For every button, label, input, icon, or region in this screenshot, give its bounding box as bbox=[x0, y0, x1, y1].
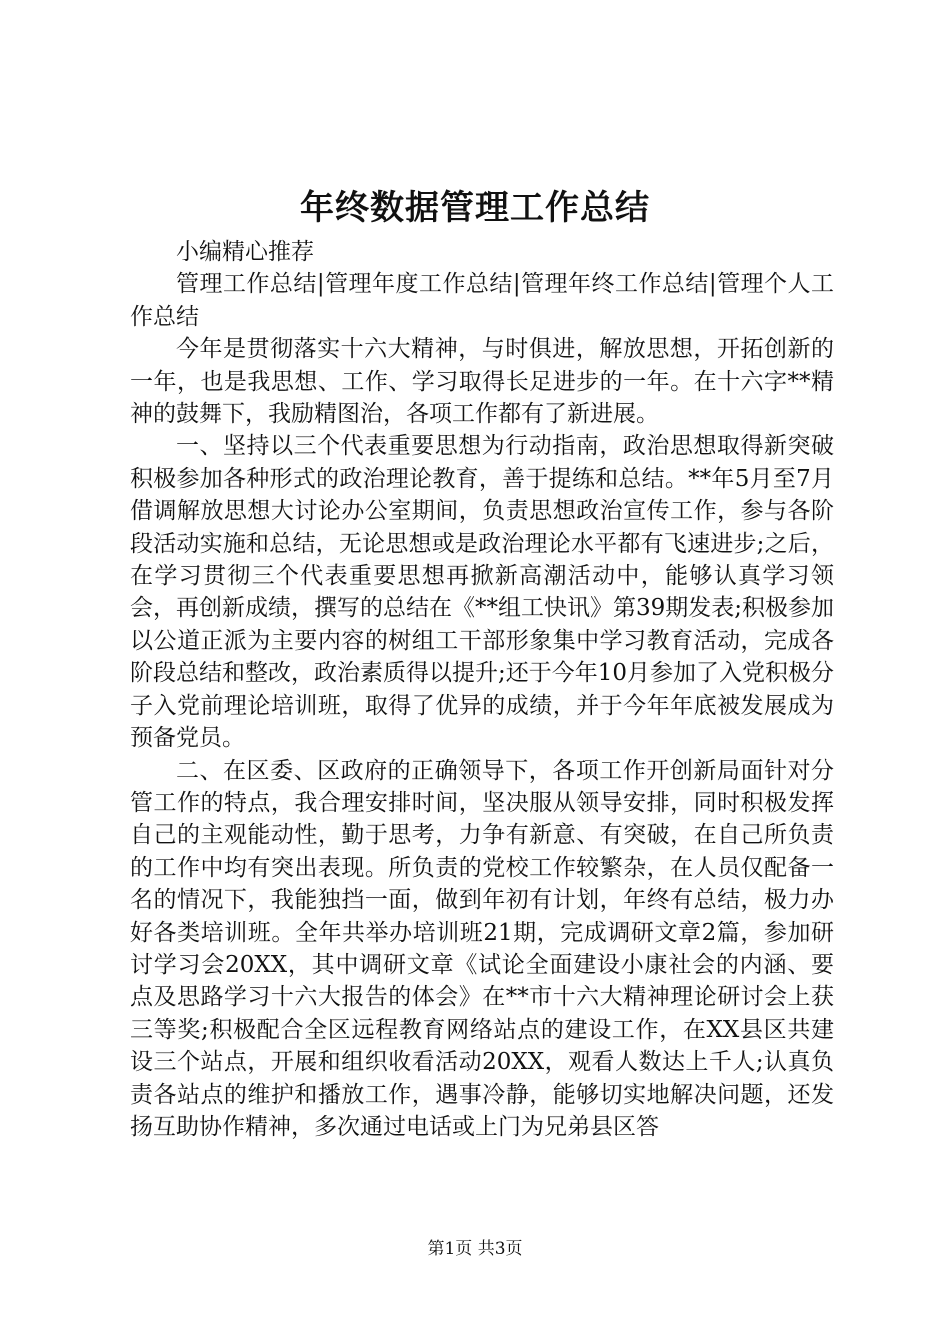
document-body bbox=[130, 236, 834, 1143]
intro-paragraph: 今年是贯彻落实十六大精神，与时俱进，解放思想，开拓创新的一年，也是我思想、工作、学习取得长足进步的一年。在十六字**精神的鼓舞下，我励精图治，各项工作都有了新进展。 bbox=[130, 336, 834, 428]
document-title: 年终数据管理工作总结 bbox=[300, 188, 650, 228]
section-two-paragraph: 二、在区委、区政府的正确领导下，各项工作开创新局面针对分管工作的特点，我合理安排时间，坚决服从领导安排，同时积极发挥自己的主观能动性，勤于思考，力争有新意、有突破，在自己所负责的工作中均有突出表现。所负责的党校工作较繁杂，在人员仅配备一名的情况下，我能独挡一面，做到年初有计划，年终有总结，极力办好各类培训班。全年共举办培训班21期，完成调研文章2篇，参加研讨学习会20XX，其中调研文章《试论全面建设小康社会的内涵、要点及思路学习十六大报告的体会》在**市十六大精神理论研讨会上获三等奖;积极配合全区远程教育网络站点的建设工作，在XX县区共建设三个站点，开展和组织收看活动20XX，观看人数达上千人;认真负责各站点的维护和播放工作，遇事冷静，能够切实地解决问题，还发扬互助协作精神，多次通过电话或上门为兄弟县区答 bbox=[130, 757, 834, 1140]
section-one-paragraph: 一、坚持以三个代表重要思想为行动指南，政治思想取得新突破积极参加各种形式的政治理论教育，善于提练和总结。**年5月至7月借调解放思想大讨论办公室期间，负责思想政治宣传工作，参与各阶段活动实施和总结，无论思想或是政治理论水平都有飞速进步;之后，在学习贯彻三个代表重要思想再掀新高潮活动中，能够认真学习领会，再创新成绩，撰写的总结在《**组工快讯》第39期发表;积极参加以公道正派为主要内容的树组工干部形象集中学习教育活动，完成各阶段总结和整改，政治素质得以提升;还于今年10月参加了入党积极分子入党前理论培训班，取得了优异的成绩，并于今年年底被发展成为预备党员。 bbox=[130, 433, 835, 752]
recommend-note: 小编精心推荐 bbox=[176, 239, 314, 265]
page-number-footer: 第1页 共3页 bbox=[427, 1239, 523, 1259]
related-topics: 管理工作总结|管理年度工作总结|管理年终工作总结|管理个人工作总结 bbox=[130, 271, 834, 330]
